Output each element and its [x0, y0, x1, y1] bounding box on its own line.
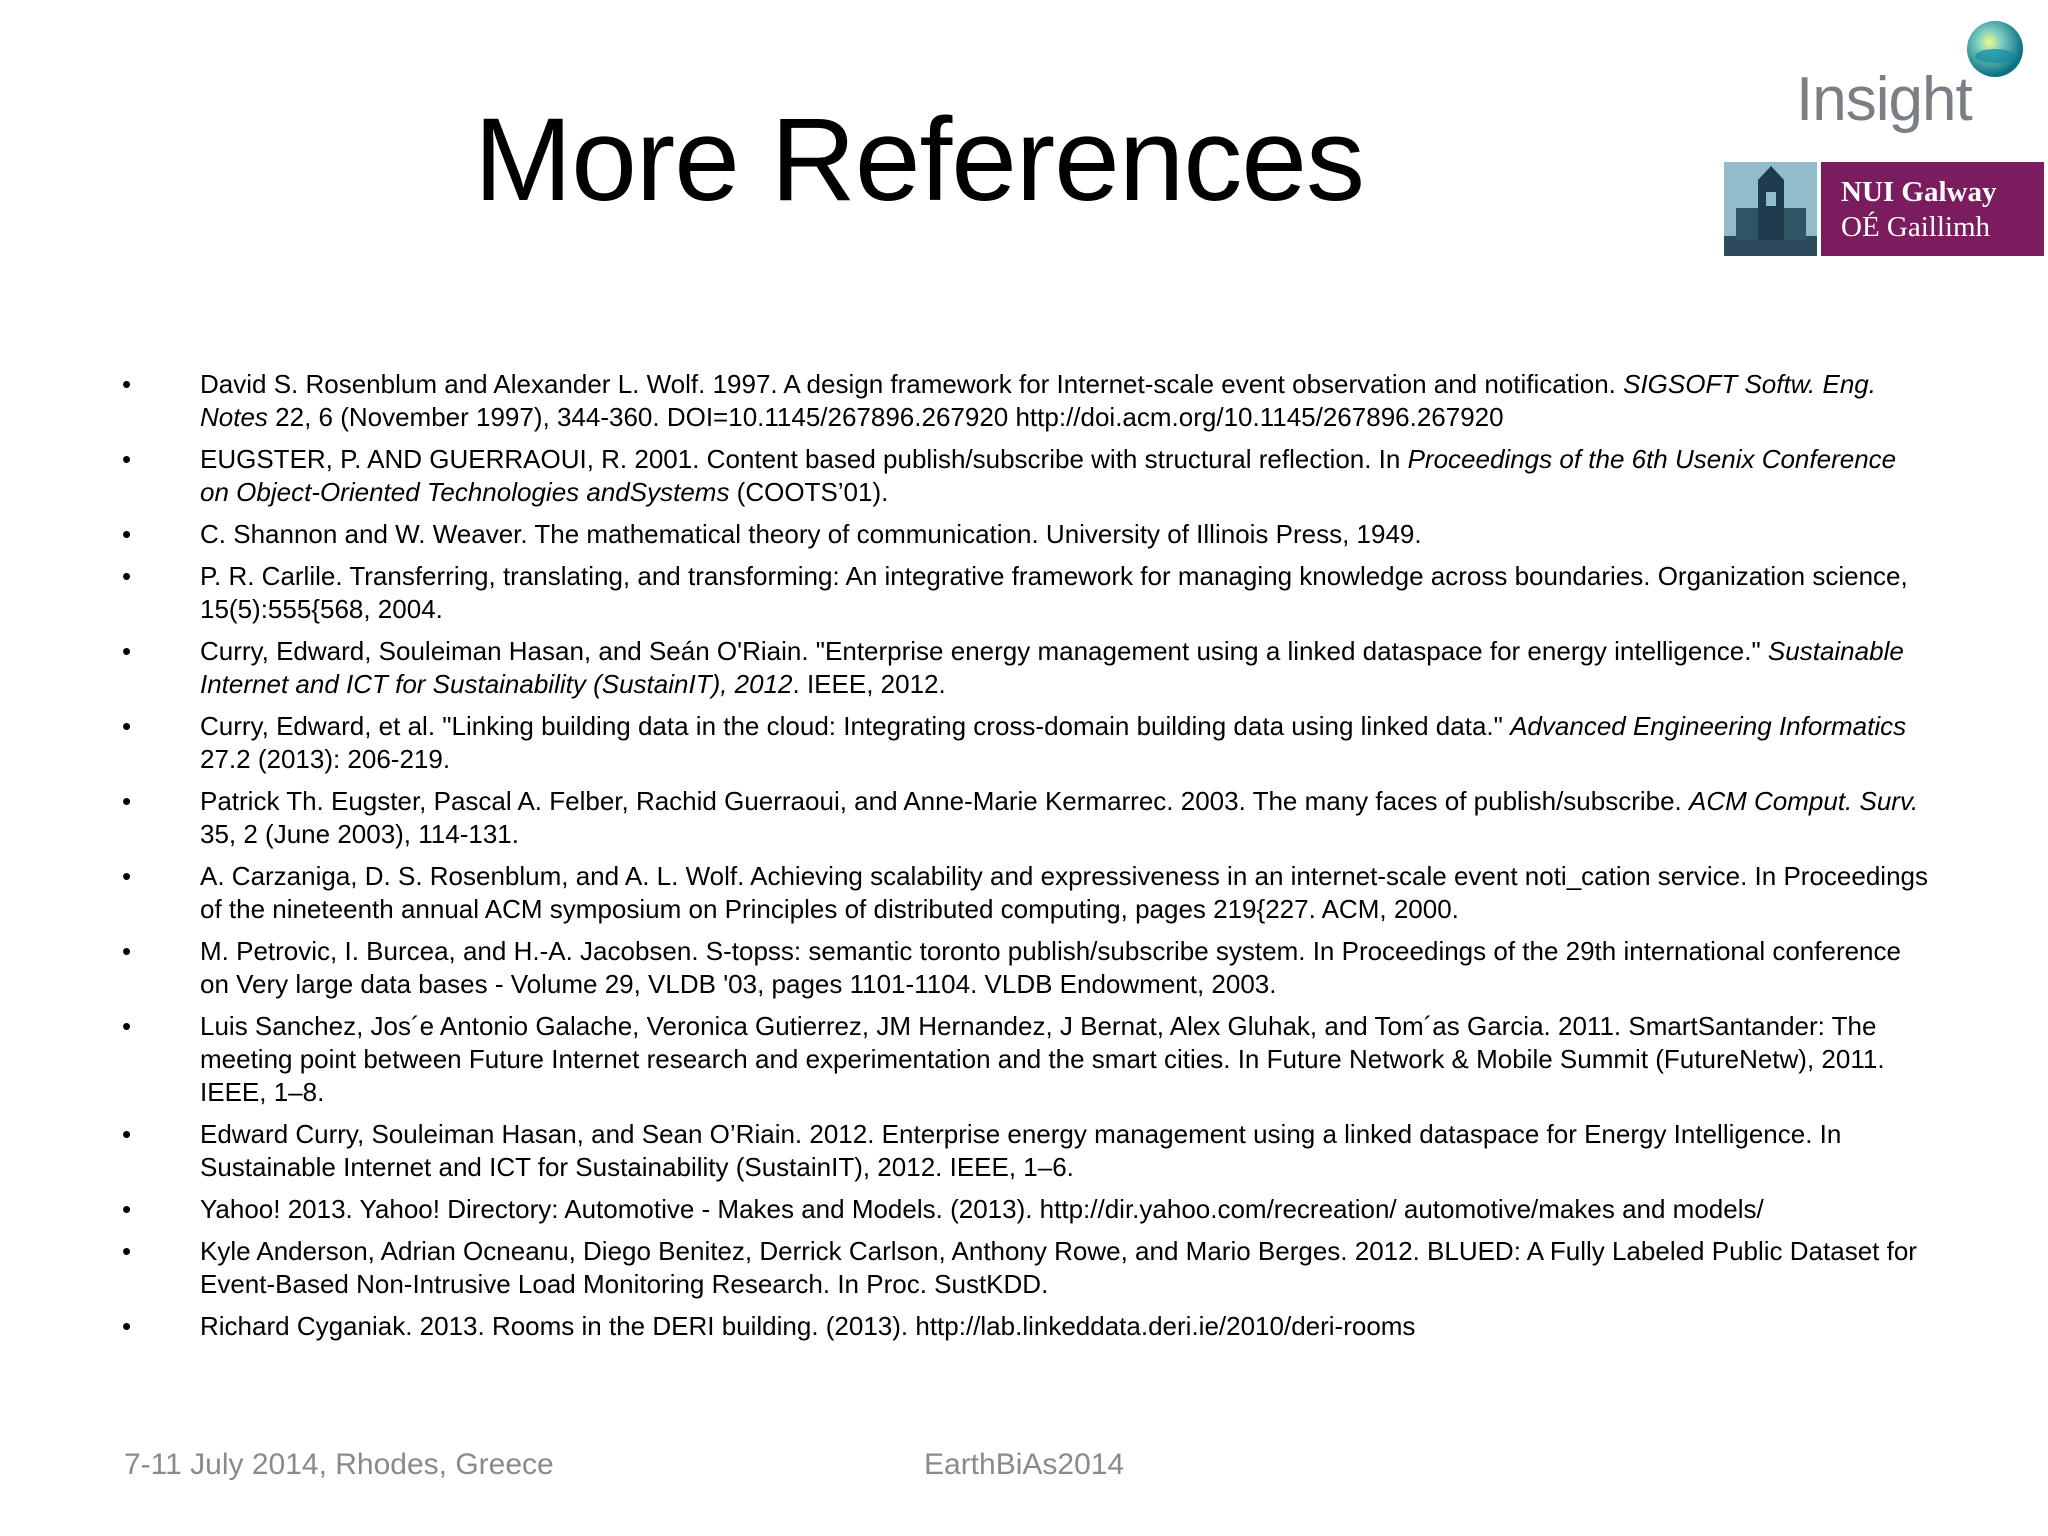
reference-venue-italic: Proceedings of the 6th Usenix Conference on Object-Oriented Technologies andSystems	[200, 444, 1897, 507]
reference-text: M. Petrovic, I. Burcea, and H.-A. Jacobsen. S-topss: semantic toronto publish/subscribe system. In Proceedings of the 29th international conference on Very large data bases - Volume 29, VLDB '03, pages 1101-1104. VLDB Endowment, 2003.	[200, 936, 1901, 999]
bullet-marker: •	[122, 861, 132, 891]
bullet-marker: •	[122, 1194, 132, 1224]
bullet-marker: •	[122, 519, 132, 549]
reference-item	[118, 1235, 1928, 1301]
bullet-marker: •	[122, 1311, 132, 1341]
insight-logo	[1796, 14, 2036, 144]
reference-item	[118, 635, 1928, 701]
reference-item	[118, 443, 1928, 509]
bullet-marker: •	[122, 1011, 132, 1041]
footer-date-location: 7-11 July 2014, Rhodes, Greece	[124, 1448, 554, 1481]
reference-venue-italic: SIGSOFT Softw. Eng. Notes	[200, 369, 1876, 432]
reference-text: Curry, Edward, Souleiman Hasan, and Seán O'Riain. "Enterprise energy management using a linked dataspace for energy intelligence."	[200, 636, 1768, 666]
reference-item	[118, 1118, 1928, 1184]
bullet-marker: •	[122, 786, 132, 816]
reference-text: EUGSTER, P. AND GUERRAOUI, R. 2001. Content based publish/subscribe with structural reflection. In	[200, 444, 1408, 474]
reference-text: Edward Curry, Souleiman Hasan, and Sean O’Riain. 2012. Enterprise energy management using a linked dataspace for Energy Intelligence. In Sustainable Internet and ICT for Sustainability (SustainIT), 2012. IEEE, 1–6.	[200, 1119, 1842, 1182]
footer-event-name: EarthBiAs2014	[924, 1448, 1125, 1481]
bullet-marker: •	[122, 1119, 132, 1149]
reference-text: A. Carzaniga, D. S. Rosenblum, and A. L. Wolf. Achieving scalability and expressiveness in an internet-scale event noti_cation service. In Proceedings of the nineteenth annual ACM symposium on Principles of distributed computing, pages 219{227. ACM, 2000.	[200, 861, 1928, 924]
reference-item	[118, 710, 1928, 776]
reference-item	[118, 1010, 1928, 1109]
nui-galway-wordmark	[1821, 162, 2044, 256]
reference-item	[118, 860, 1928, 926]
reference-venue-italic: ACM Comput. Surv.	[1689, 786, 1919, 816]
bullet-marker: •	[122, 711, 132, 741]
nui-galway-name: NUI Galway	[1841, 176, 1997, 208]
reference-text: Curry, Edward, et al. "Linking building data in the cloud: Integrating cross-domain building data using linked data."	[200, 711, 1511, 741]
reference-item	[118, 1310, 1928, 1343]
reference-text: 35, 2 (June 2003), 114-131.	[200, 819, 519, 849]
insight-orb-icon	[1966, 20, 2024, 78]
bullet-marker: •	[122, 561, 132, 591]
reference-text: C. Shannon and W. Weaver. The mathematical theory of communication. University of Illinois Press, 1949.	[200, 519, 1422, 549]
bullet-marker: •	[122, 636, 132, 666]
reference-item	[118, 368, 1928, 434]
reference-item	[118, 1193, 1928, 1226]
insight-logo-text: Insight	[1796, 65, 1972, 134]
nui-galway-irish-name: OÉ Gaillimh	[1841, 211, 1991, 243]
reference-text: Kyle Anderson, Adrian Ocneanu, Diego Benitez, Derrick Carlson, Anthony Rowe, and Mario Berges. 2012. BLUED: A Fully Labeled Public Dataset for Event-Based Non-Intrusive Load Monitoring Research. In Proc. SustKDD.	[200, 1236, 1917, 1299]
reference-venue-italic: Sustainable Internet and ICT for Sustainability (SustainIT), 2012	[200, 636, 1904, 699]
reference-text: . IEEE, 2012.	[792, 669, 946, 699]
reference-text: David S. Rosenblum and Alexander L. Wolf. 1997. A design framework for Internet-scale event observation and notification.	[200, 369, 1624, 399]
slide-title: More References	[474, 94, 1365, 226]
nui-galway-logo	[1724, 162, 2044, 256]
university-tower-icon	[1724, 162, 1817, 256]
bullet-marker: •	[122, 369, 132, 399]
reference-text: 22, 6 (November 1997), 344-360. DOI=10.1145/267896.267920 http://doi.acm.org/10.1145/267896.267920	[267, 402, 1504, 432]
reference-text: (COOTS’01).	[729, 477, 889, 507]
reference-list	[118, 368, 1928, 1352]
reference-item	[118, 935, 1928, 1001]
reference-text: Yahoo! 2013. Yahoo! Directory: Automotive - Makes and Models. (2013). http://dir.yahoo.com/recreation/ automotive/makes and models/	[200, 1194, 1764, 1224]
reference-item	[118, 785, 1928, 851]
reference-item	[118, 560, 1928, 626]
reference-text: 27.2 (2013): 206-219.	[200, 744, 451, 774]
reference-venue-italic: Advanced Engineering Informatics	[1510, 711, 1907, 741]
reference-text: P. R. Carlile. Transferring, translating, and transforming: An integrative framework for managing knowledge across boundaries. Organization science, 15(5):555{568, 2004.	[200, 561, 1908, 624]
reference-item	[118, 518, 1928, 551]
bullet-marker: •	[122, 444, 132, 474]
bullet-marker: •	[122, 936, 132, 966]
reference-text: Richard Cyganiak. 2013. Rooms in the DERI building. (2013). http://lab.linkeddata.deri.ie/2010/deri-rooms	[200, 1311, 1416, 1341]
bullet-marker: •	[122, 1236, 132, 1266]
reference-text: Patrick Th. Eugster, Pascal A. Felber, Rachid Guerraoui, and Anne-Marie Kermarrec. 2003. The many faces of publish/subscribe.	[200, 786, 1690, 816]
reference-text: Luis Sanchez, Jos´e Antonio Galache, Veronica Gutierrez, JM Hernandez, J Bernat, Alex Gluhak, and Tom´as Garcia. 2011. SmartSantander: The meeting point between Future Internet research and experimentation and the smart cities. In Future Network & Mobile Summit (FutureNetw), 2011. IEEE, 1–8.	[200, 1011, 1885, 1107]
